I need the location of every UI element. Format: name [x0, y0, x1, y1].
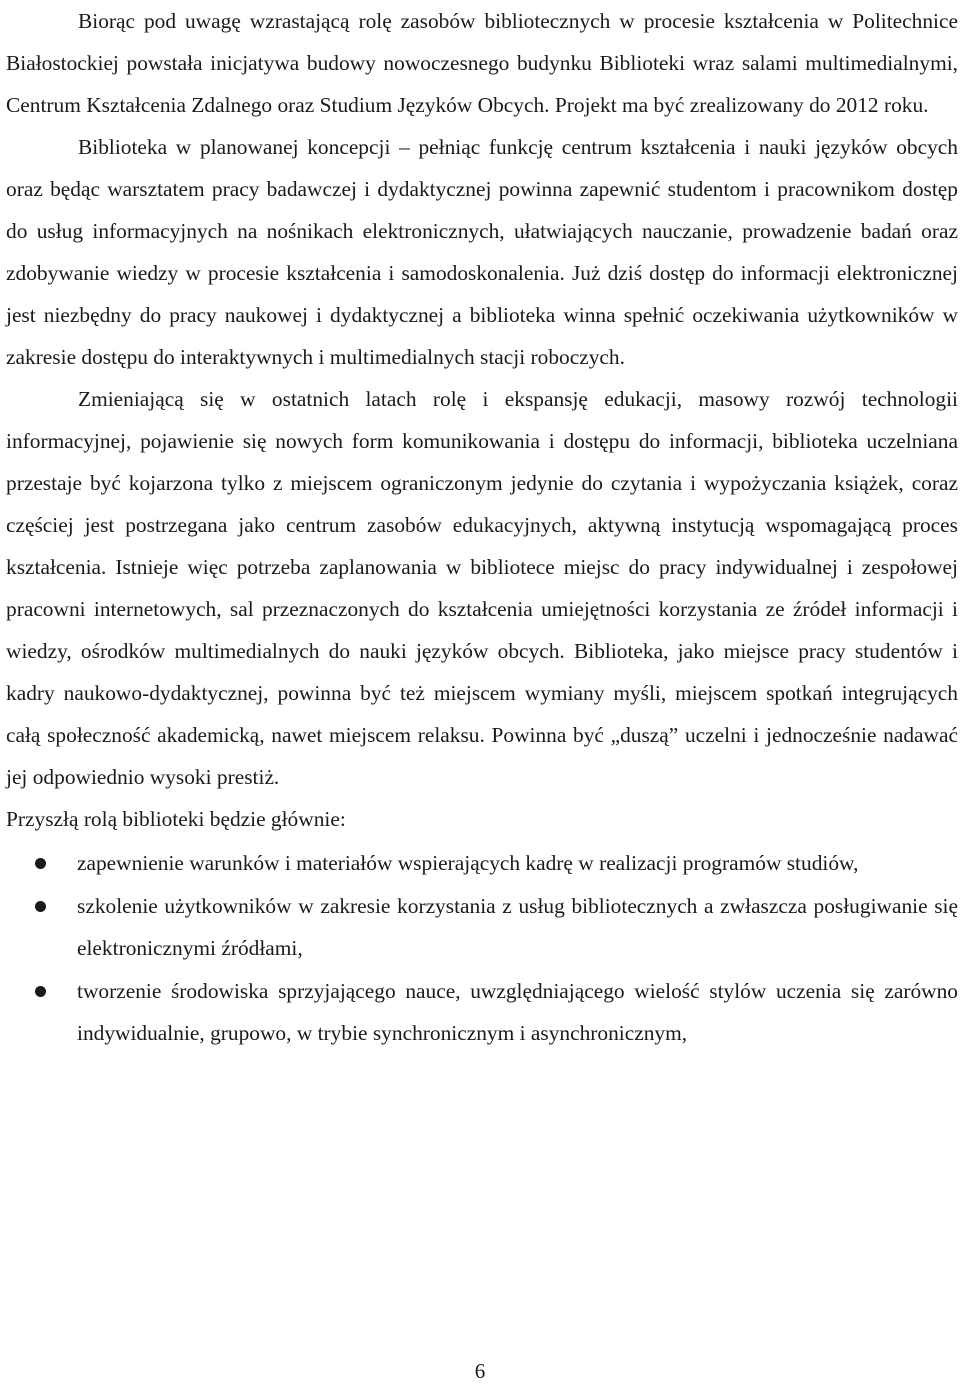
paragraph-intro: Biorąc pod uwagę wzrastającą rolę zasobów bibliotecznych w procesie kształcenia w Politechnice Białostockiej powstała inicjatywa budowy nowoczesnego budynku Biblioteki wraz salami multimedialnymi, Centrum Kształcenia Zdalnego oraz Studium Języków Obcych. Projekt ma być zrealizowany do 2012 roku. — [6, 9, 958, 117]
bullet-list — [6, 842, 958, 1054]
paragraph-future-role: Przyszłą rolą biblioteki będzie głównie: — [6, 807, 346, 831]
page-number: 6 — [474, 1359, 486, 1383]
list-item — [6, 842, 958, 884]
list-item-text: szkolenie użytkowników w zakresie korzystania z usług bibliotecznych a zwłaszcza posługiwanie się elektronicznymi źródłami, — [77, 894, 958, 960]
list-item-text: zapewnienie warunków i materiałów wspierających kadrę w realizacji programów studiów, — [77, 851, 859, 875]
paragraph-library-concept: Biblioteka w planowanej koncepcji – pełniąc funkcję centrum kształcenia i nauki języków obcych oraz będąc warsztatem pracy badawczej i dydaktycznej powinna zapewnić studentom i pracownikom dostęp do usług informacyjnych na nośnikach elektronicznych, ułatwiających nauczanie, prowadzenie badań oraz zdobywanie wiedzy w procesie kształcenia i samodoskonalenia. Już dziś dostęp do informacji elektronicznej jest niezbędny do pracy naukowej i dydaktycznej a biblioteka winna spełnić oczekiwania użytkowników w zakresie dostępu do interaktywnych i multimedialnych stacji roboczych. — [6, 135, 958, 369]
document-page — [6, 0, 958, 1055]
bullet-icon — [35, 986, 46, 997]
bullet-icon — [35, 901, 46, 912]
list-item-text: tworzenie środowiska sprzyjającego nauce, uwzględniającego wielość stylów uczenia się zarówno indywidualnie, grupowo, w trybie synchronicznym i asynchronicznym, — [77, 979, 958, 1045]
paragraph-changing-role: Zmieniającą się w ostatnich latach rolę i ekspansję edukacji, masowy rozwój technologii informacyjnej, pojawienie się nowych form komunikowania i dostępu do informacji, biblioteka uczelniana przestaje być kojarzona tylko z miejscem ograniczonym jedynie do czytania i wypożyczania książek, coraz częściej jest postrzegana jako centrum zasobów edukacyjnych, aktywną instytucją wspomagającą proces kształcenia. Istnieje więc potrzeba zaplanowania w bibliotece miejsc do pracy indywidualnej i zespołowej pracowni internetowych, sal przeznaczonych do kształcenia umiejętności korzystania ze źródeł informacji i wiedzy, ośrodków multimedialnych do nauki języków obcych. Biblioteka, jako miejsce pracy studentów i kadry naukowo-dydaktycznej, powinna być też miejscem wymiany myśli, miejscem spotkań integrujących całą społeczność akademicką, nawet miejscem relaksu. Powinna być „duszą” uczelni i jednocześnie nadawać jej odpowiednio wysoki prestiż. — [6, 387, 958, 789]
list-item — [6, 885, 958, 969]
list-item — [6, 970, 958, 1054]
bullet-icon — [35, 858, 46, 869]
